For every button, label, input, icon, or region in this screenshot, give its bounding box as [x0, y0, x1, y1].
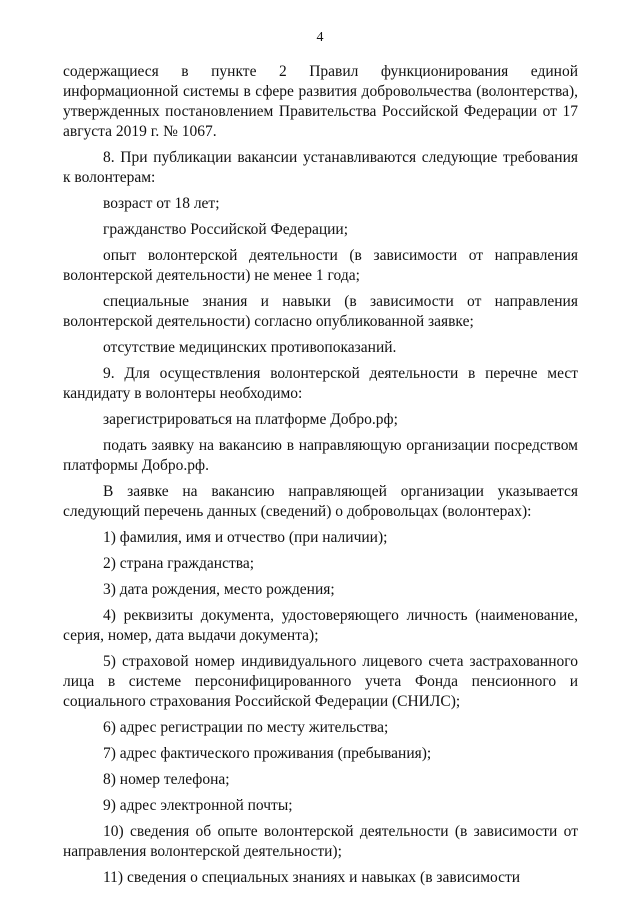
paragraph: опыт волонтерской деятельности (в зависимости от направления волонтерской деятельности) не менее 1 года; — [63, 247, 578, 284]
list-item: 1) фамилия, имя и отчество (при наличии); — [103, 529, 388, 546]
paragraph: содержащиеся в пункте 2 Правил функционирования единой информационной системы в сфере развития добровольчества (волонтерства), утвержденных постановлением Правительства Российской Федерации от 17 августа 2019 г. № 1067. — [63, 63, 578, 140]
paragraph: отсутствие медицинских противопоказаний. — [103, 339, 397, 356]
paragraph: 8. При публикации вакансии устанавливаются следующие требования к волонтерам: — [63, 149, 578, 186]
paragraph: подать заявку на вакансию в направляющую организации посредством платформы Добро.рф. — [63, 437, 578, 474]
list-item: 9) адрес электронной почты; — [103, 797, 293, 814]
list-item: 11) сведения о специальных знаниях и навыках (в зависимости — [103, 869, 521, 886]
paragraph: В заявке на вакансию направляющей организации указывается следующий перечень данных (сведений) о добровольцах (волонтерах): — [63, 483, 578, 520]
list-item: 2) страна гражданства; — [103, 555, 255, 572]
list-item: 3) дата рождения, место рождения; — [103, 581, 335, 598]
list-item: 6) адрес регистрации по месту жительства; — [103, 719, 389, 736]
list-item: 5) страховой номер индивидуального лицевого счета застрахованного лица в системе персонифицированного учета Фонда пенсионного и социального страхования Российской Федерации (СНИЛС); — [63, 653, 578, 710]
list-item: 8) номер телефона; — [103, 771, 230, 788]
list-item: 7) адрес фактического проживания (пребывания); — [103, 745, 432, 762]
paragraph: специальные знания и навыки (в зависимости от направления волонтерской деятельности) согласно опубликованной заявке; — [63, 293, 578, 330]
paragraph: гражданство Российской Федерации; — [103, 221, 349, 238]
paragraph: возраст от 18 лет; — [103, 195, 220, 212]
paragraph: 9. Для осуществления волонтерской деятельности в перечне мест кандидату в волонтеры необходимо: — [63, 365, 578, 402]
list-item: 4) реквизиты документа, удостоверяющего личность (наименование, серия, номер, дата выдачи документа); — [63, 607, 578, 644]
paragraph: зарегистрироваться на платформе Добро.рф; — [103, 411, 398, 428]
list-item: 10) сведения об опыте волонтерской деятельности (в зависимости от направления волонтерской деятельности); — [63, 823, 578, 860]
document-body — [63, 62, 578, 888]
page-number: 4 — [316, 30, 324, 45]
